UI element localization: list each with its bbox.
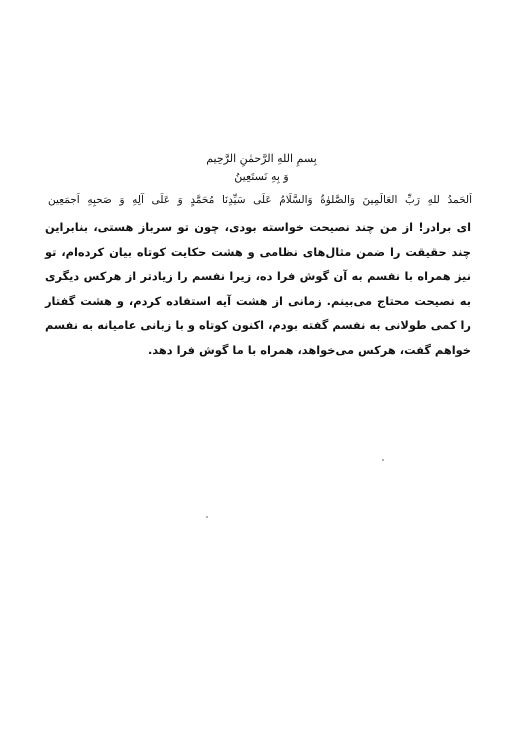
scan-speck <box>206 516 208 518</box>
bismillah-heading: بِسمِ اللهِ الرَّحمٰنِ الرَّحِیم <box>206 152 317 165</box>
main-paragraph-block <box>45 215 471 362</box>
main-paragraph: ای برادر! از من چند نصیحت خواسته بودی، چون تو سرباز هستی، بنابراین چند حقیقت را ضمن مثال‌های نظامی و هشت حکایت کوتاه بیان کرده‌ام، تو نیز همراه با نفسم به آن گوش فرا ده، زیرا نفسم را زیادتر از هرکس دیگری به نصیحت محتاج می‌بینم. زمانی از هشت آیه استفاده کردم، و هشت گفتار را کمی طولانی به نفسم گفته بودم، اکنون کوتاه و با زبانی عامیانه به نفسم خواهم گفت، هرکس می‌خواهد، همراه با ما گوش فرا دهد. <box>45 220 471 357</box>
nastain-line: وَ بِهِ نَستَعِینُ <box>234 170 289 183</box>
scan-speck <box>382 459 384 461</box>
praise-line: اَلحَمدُ للهِ رَبِّ العَالَمِینَ وَالصَّلوٰةُ وَالسَّلَامُ عَلَی سَیِّدِنَا مُحَمَّدٍ وَ عَلَی آلِهِ وَ صَحبِهِ اَجمَعِین <box>48 194 472 206</box>
